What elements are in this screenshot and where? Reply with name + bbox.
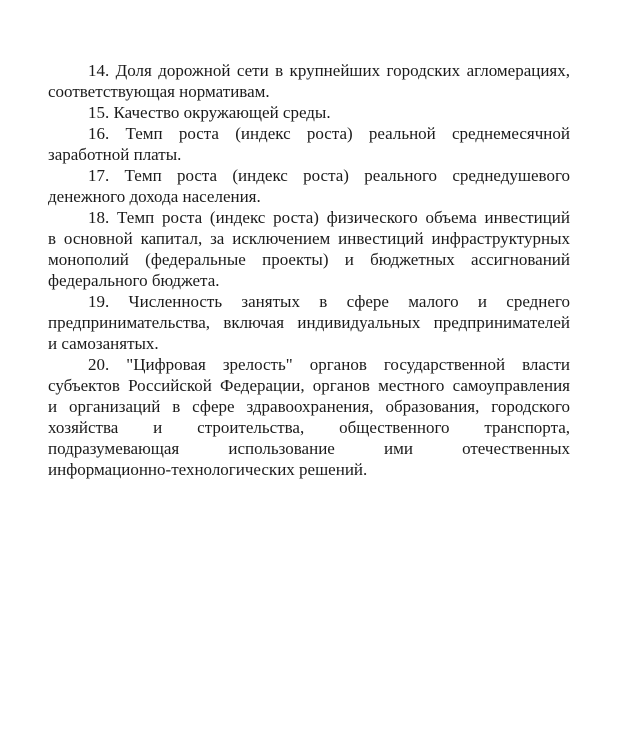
text-line: 14. Доля дорожной сети в крупнейших городских агломерациях, [88,61,570,80]
text-line: федерального бюджета. [48,271,220,290]
text-line: подразумевающая использование ими отечественных [48,439,570,458]
paragraph-19 [48,291,570,354]
text-line: 17. Темп роста (индекс роста) реального среднедушевого [88,166,570,185]
paragraph-14 [48,60,570,102]
text-line: субъектов Российской Федерации, органов местного самоуправления [48,376,570,395]
text-line: в основной капитал, за исключением инвестиций инфраструктурных [48,229,570,248]
text-line: 16. Темп роста (индекс роста) реальной среднемесячной [88,124,570,143]
paragraph-17 [48,165,570,207]
text-line: предпринимательства, включая индивидуальных предпринимателей [48,313,570,332]
text-line: информационно-технологических решений. [48,460,368,479]
document-text-block [48,60,570,480]
text-line: монополий (федеральные проекты) и бюджетных ассигнований [48,250,570,269]
text-line: 18. Темп роста (индекс роста) физического объема инвестиций [88,208,570,227]
text-line: и самозанятых. [48,334,159,353]
text-line: хозяйства и строительства, общественного транспорта, [48,418,570,437]
paragraph-15 [48,102,570,123]
text-line: 20. "Цифровая зрелость" органов государственной власти [88,355,570,374]
text-line: заработной платы. [48,145,182,164]
text-line: 15. Качество окружающей среды. [88,103,331,122]
text-line: денежного дохода населения. [48,187,261,206]
text-line: 19. Численность занятых в сфере малого и среднего [88,292,570,311]
text-line: и организаций в сфере здравоохранения, образования, городского [48,397,570,416]
paragraph-20 [48,354,570,480]
paragraph-16 [48,123,570,165]
paragraph-18 [48,207,570,291]
text-line: соответствующая нормативам. [48,82,270,101]
